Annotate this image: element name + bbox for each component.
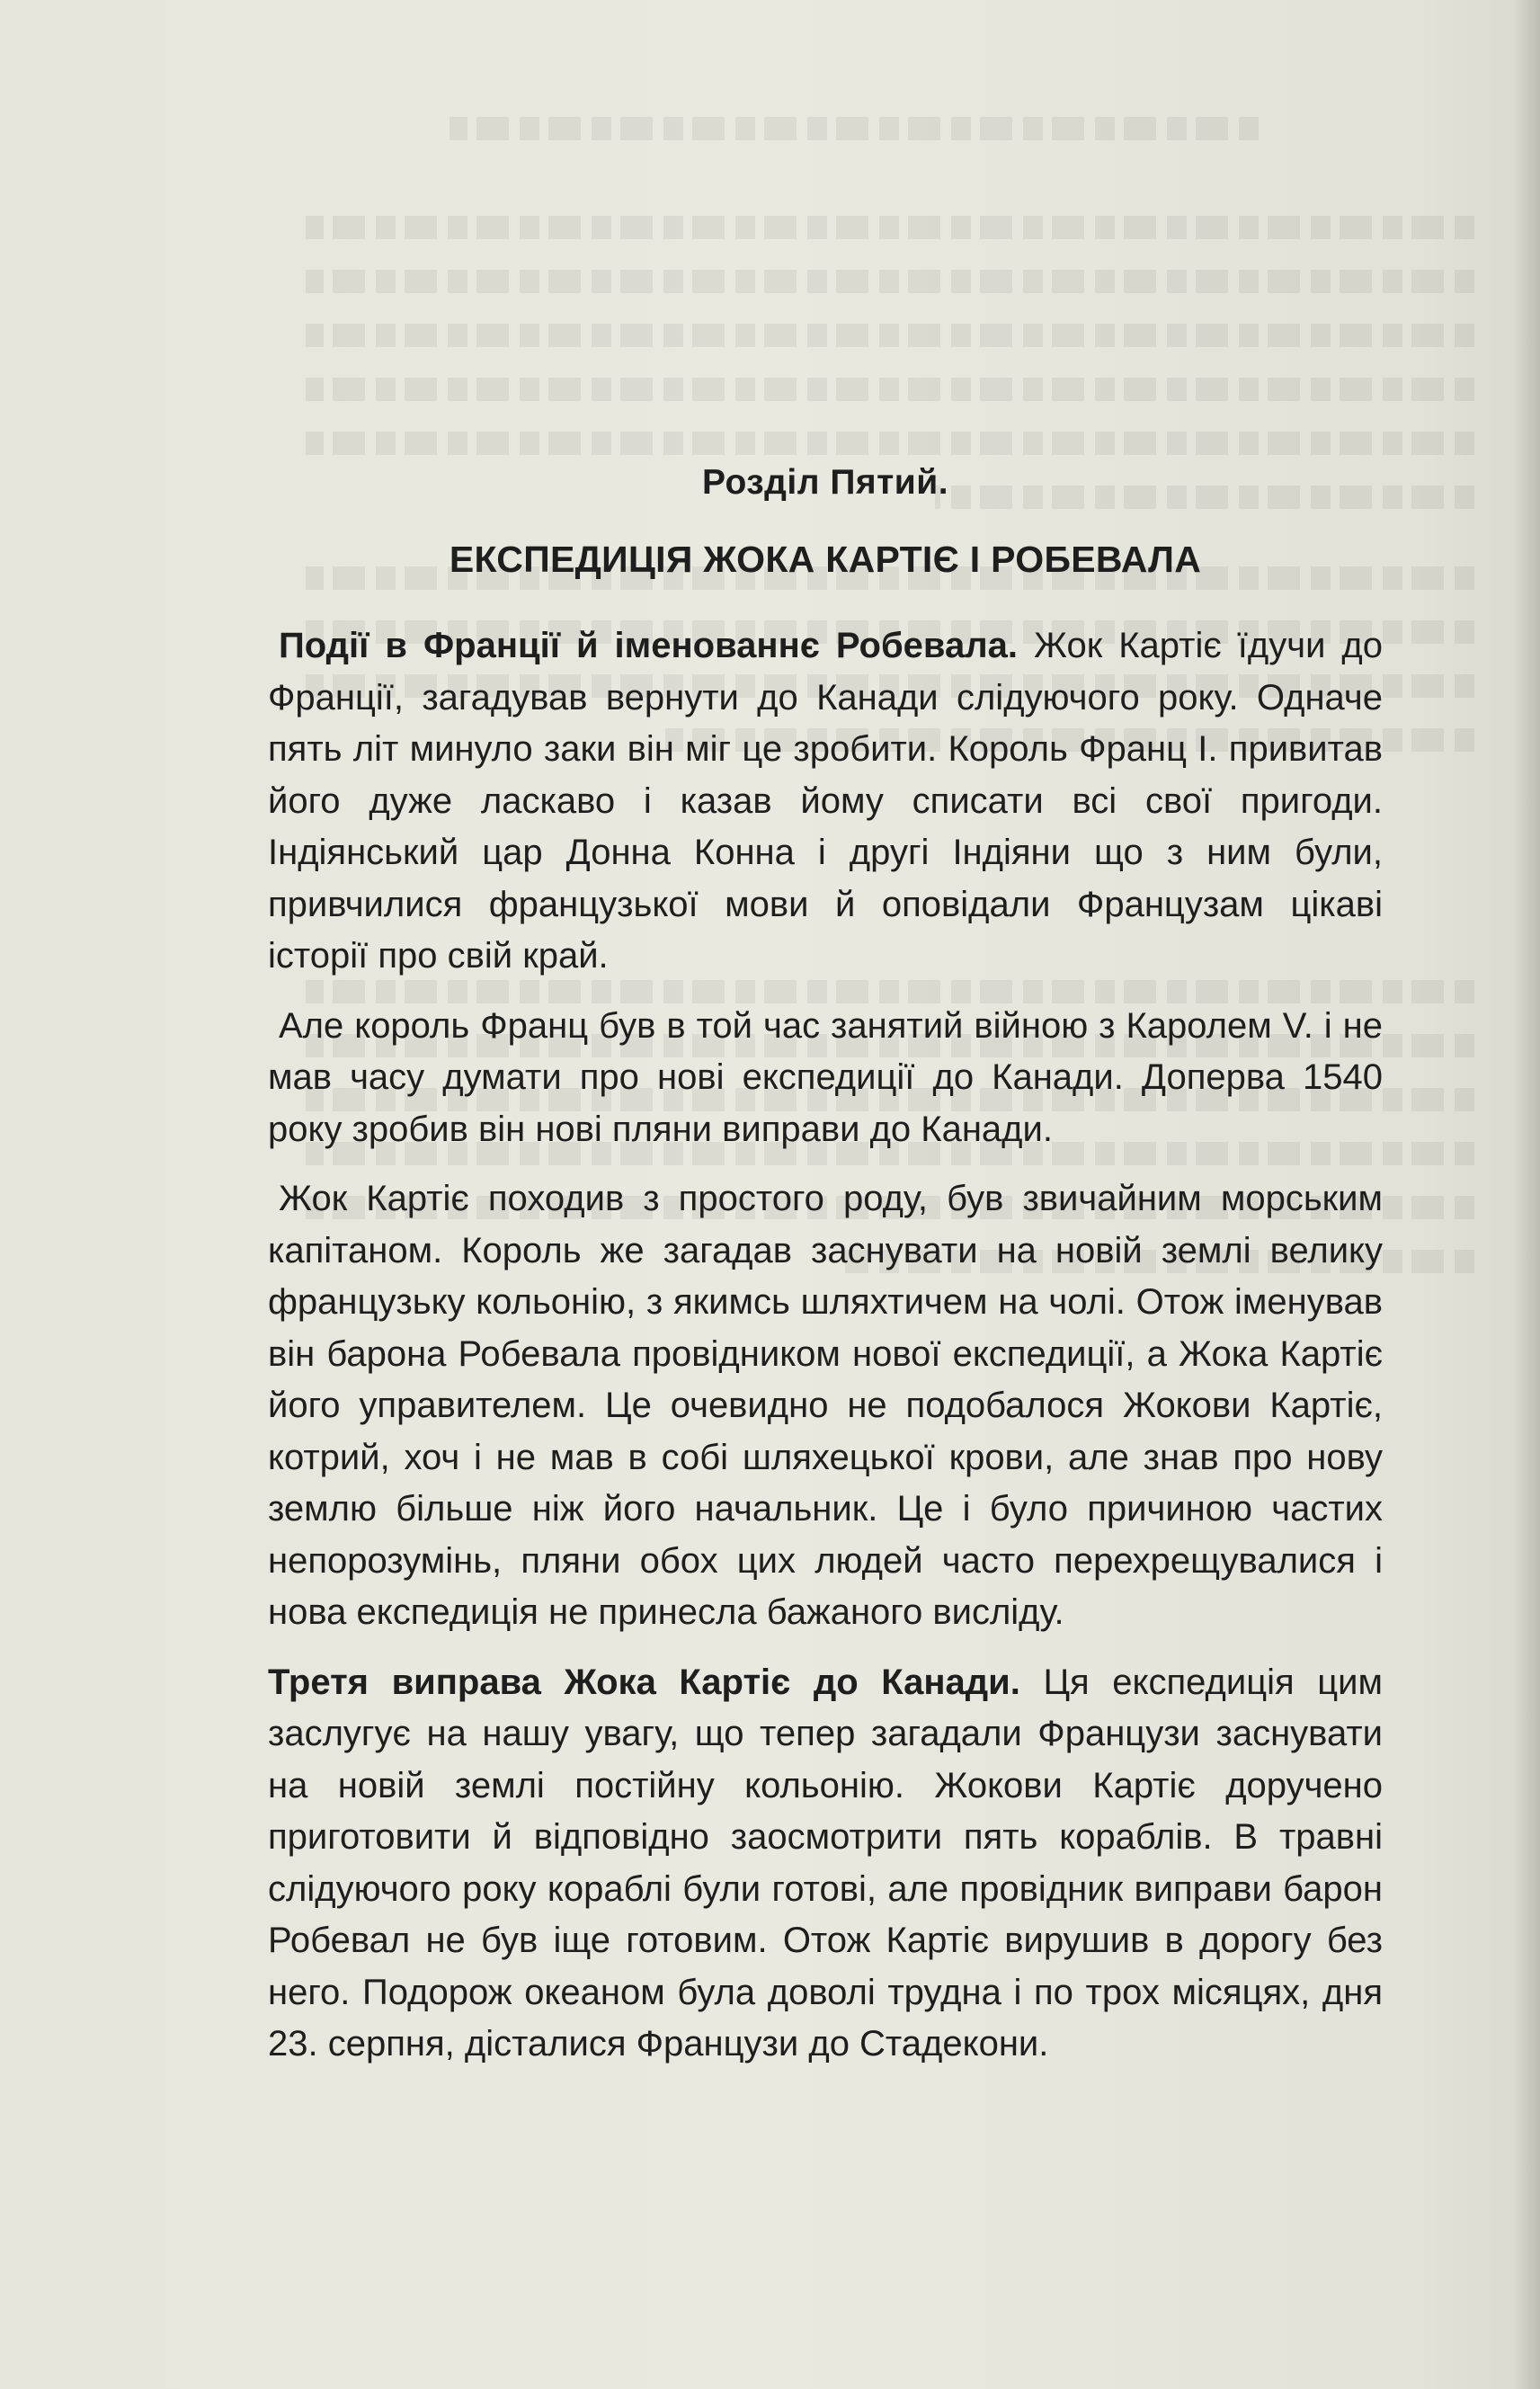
section-number: Розділ Пятий. bbox=[701, 463, 949, 502]
paragraph-4-lead: Третя виправа Жока Картіє до Канади. bbox=[268, 1662, 1020, 1702]
paragraph-2-text: Але король Франц був в той час занятий війною з Каролем V. і не мав часу думати про нові експедиції до Канади. Доперва 1540 року зробив він нові пляни виправи до Канади. bbox=[268, 1005, 1383, 1149]
paragraph-4 bbox=[268, 1657, 1383, 2071]
paragraph-1 bbox=[268, 620, 1383, 983]
paragraph-4-text: Ця експедиція цим заслугує на нашу увагу, що тепер загадали Французи заснувати на новій землі постійну кольонію. Жокови Картіє доручено приготовити й відповідно заосмотрити пять кораблів. В травні слідуючого року кораблі були готові, але провідник виправи барон Робевал не був іще готовим. Отож Картіє вирушив в дорогу без него. Подорож океаном була доволі трудна і по трох місяцях, дня 23. серпня, дісталися Французи до Стадекони. bbox=[268, 1662, 1383, 2064]
paragraph-3 bbox=[268, 1173, 1383, 1639]
page-edge-shadow bbox=[1513, 0, 1540, 2389]
paragraph-1-lead: Події в Франції й іменованнє Робевала. bbox=[279, 626, 1018, 665]
paragraph-1-text: Жок Картіє їдучи до Франції, загадував вернути до Канади слідуючого року. Одначе пять літ минуло заки він міг це зробити. Король Франц І. привитав його дуже ласкаво і казав йому списати всі свої пригоди. Індіянський цар Донна Конна і другі Індіяни що з ним були, привчилися французької мови й оповідали Французам цікаві історії про свій край. bbox=[268, 626, 1384, 976]
chapter-title: ЕКСПЕДИЦІЯ ЖОКА КАРТІЄ І РОБЕВАЛА bbox=[449, 539, 1202, 580]
paragraph-3-text: Жок Картіє походив з простого роду, був звичайним морським капітаном. Король же загадав заснувати на новій землі велику французьку кольонію, з якимсь шляхтичем на чолі. Отож іменував він барона Робевала провідником нової експедиції, а Жока Картіє його управителем. Це очевидно не подобалося Жокови Картіє, котрий, хоч і не мав в собі шляхецької крови, але знав про нову землю більше ніж його начальник. Це і було причиною частих непорозумінь, пляни обох цих людей часто перехрещувалися і нова експедиція не принесла бажаного висліду. bbox=[268, 1179, 1383, 1632]
paragraph-2 bbox=[268, 1001, 1383, 1156]
page-content bbox=[268, 463, 1383, 2089]
